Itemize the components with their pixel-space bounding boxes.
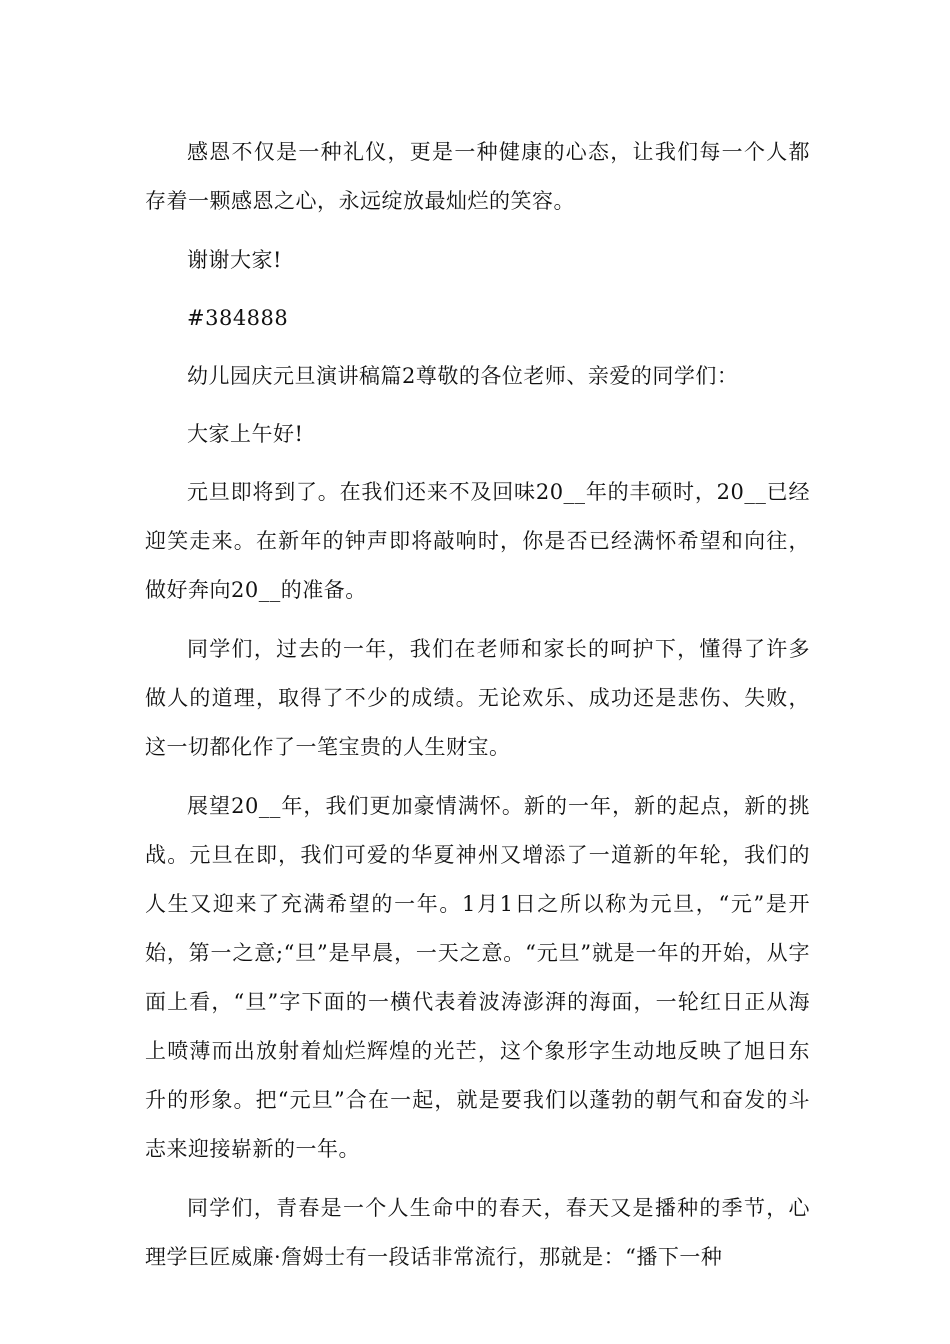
paragraph-past-year: 同学们，过去的一年，我们在老师和家长的呵护下，懂得了许多做人的道理，取得了不少的成绩。无论欢乐、成功还是悲伤、失败，这一切都化作了一笔宝贵的人生财宝。 <box>145 637 810 759</box>
paragraph-new-year: 元旦即将到了。在我们还来不及回味20__年的丰硕时，20__已经迎笑走来。在新年的钟声即将敲响时，你是否已经满怀希望和向往，做好奔向20__的准备。 <box>145 480 810 602</box>
paragraph-heading: 幼儿园庆元旦演讲稿篇2尊敬的各位老师、亲爱的同学们： <box>187 364 739 388</box>
document-body <box>145 128 810 1292</box>
paragraph-outlook: 展望20__年，我们更加豪情满怀。新的一年，新的起点，新的挑战。元旦在即，我们可爱的华夏神州又增添了一道新的年轮，我们的人生又迎来了充满希望的一年。1月1日之所以称为元旦，“元”是开始，第一之意;“旦”是早晨，一天之意。“元旦”就是一年的开始，从字面上看，“旦”字下面的一横代表着波涛澎湃的海面，一轮红日正从海上喷薄而出放射着灿烂辉煌的光芒，这个象形字生动地反映了旭日东升的形象。把“元旦”合在一起，就是要我们以蓬勃的朝气和奋发的斗志来迎接崭新的一年。 <box>145 794 810 1161</box>
paragraph-youth: 同学们，青春是一个人生命中的春天，春天又是播种的季节，心理学巨匠威廉·詹姆士有一段话非常流行，那就是：“播下一种 <box>145 1196 810 1269</box>
paragraph-gratitude: 感恩不仅是一种礼仪，更是一种健康的心态，让我们每一个人都存着一颗感恩之心，永远绽放最灿烂的笑容。 <box>145 140 810 213</box>
paragraph-id: #384888 <box>187 306 289 330</box>
paragraph-thanks: 谢谢大家! <box>187 248 282 272</box>
paragraph-greeting: 大家上午好! <box>187 422 304 446</box>
